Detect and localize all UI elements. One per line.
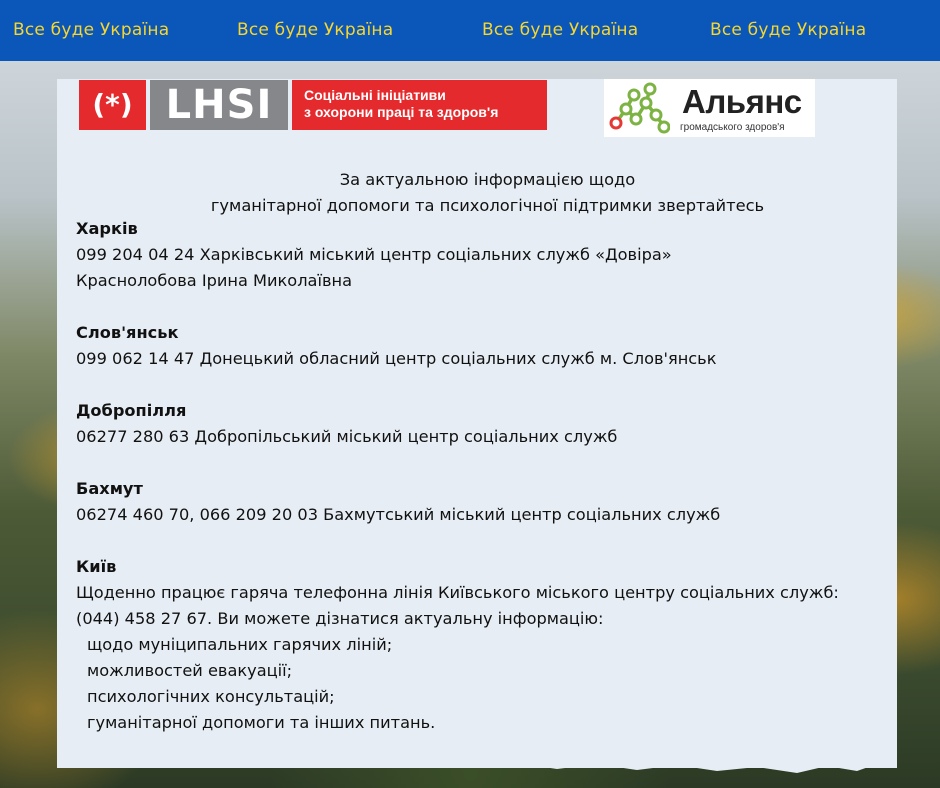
alliance-logo xyxy=(604,79,815,137)
contact-line: Щоденно працює гаряча телефонна лінія Київського міського центру соціальних служб: xyxy=(76,583,839,602)
city-heading: Добропілля xyxy=(76,401,187,420)
city-heading: Бахмут xyxy=(76,479,143,498)
city-heading: Київ xyxy=(76,557,117,576)
contact-kharkiv xyxy=(76,216,896,294)
torn-paper-edge xyxy=(57,740,897,776)
contact-line: 06274 460 70, 066 209 20 03 Бахмутський міський центр соціальних служб xyxy=(76,505,721,524)
lhsi-wordmark: LHSI xyxy=(150,80,288,130)
city-heading: Слов'янськ xyxy=(76,323,179,342)
alliance-subtitle: громадського здоров'я xyxy=(680,122,785,133)
intro-text: За актуальною інформацією щодо гуманітарної допомоги та психологічної підтримки звертайтесь xyxy=(210,170,765,215)
banner-slogan: Все буде Україна xyxy=(710,20,867,40)
banner-slogan: Все буде Україна xyxy=(482,20,639,40)
molecule-chain-icon xyxy=(606,81,670,135)
contact-kyiv xyxy=(76,554,896,736)
list-item: щодо муніципальних гарячих ліній; xyxy=(87,635,393,654)
contact-line: 099 062 14 47 Донецький обласний центр соціальних служб м. Слов'янськ xyxy=(76,349,717,368)
list-item: гуманітарної допомоги та інших питань. xyxy=(87,713,436,732)
contact-bakhmut xyxy=(76,476,896,528)
alliance-wordmark: Альянс xyxy=(682,83,802,120)
contact-line: (044) 458 27 67. Ви можете дізнатися актуальну інформацію: xyxy=(76,609,604,628)
lhsi-logo xyxy=(79,80,549,130)
city-heading: Харків xyxy=(76,219,138,238)
lhsi-description: Соціальні ініціативи з охорони праці та здоров'я xyxy=(292,80,547,130)
contact-dobropillia xyxy=(76,398,896,450)
banner-slogan: Все буде Україна xyxy=(237,20,394,40)
contact-line: 099 204 04 24 Харківський міський центр соціальних служб «Довіра» xyxy=(76,245,672,264)
top-banner xyxy=(0,0,940,61)
banner-slogan: Все буде Україна xyxy=(13,20,170,40)
contacts-list xyxy=(76,216,896,736)
lhsi-asterisk-icon: (*) xyxy=(79,80,146,130)
list-item: психологічних консультацій; xyxy=(87,687,335,706)
list-item: можливостей евакуації; xyxy=(87,661,293,680)
contact-sloviansk xyxy=(76,320,896,372)
contact-line: 06277 280 63 Добропільський міський центр соціальних служб xyxy=(76,427,618,446)
contact-line: Краснолобова Ірина Миколаївна xyxy=(76,271,353,290)
